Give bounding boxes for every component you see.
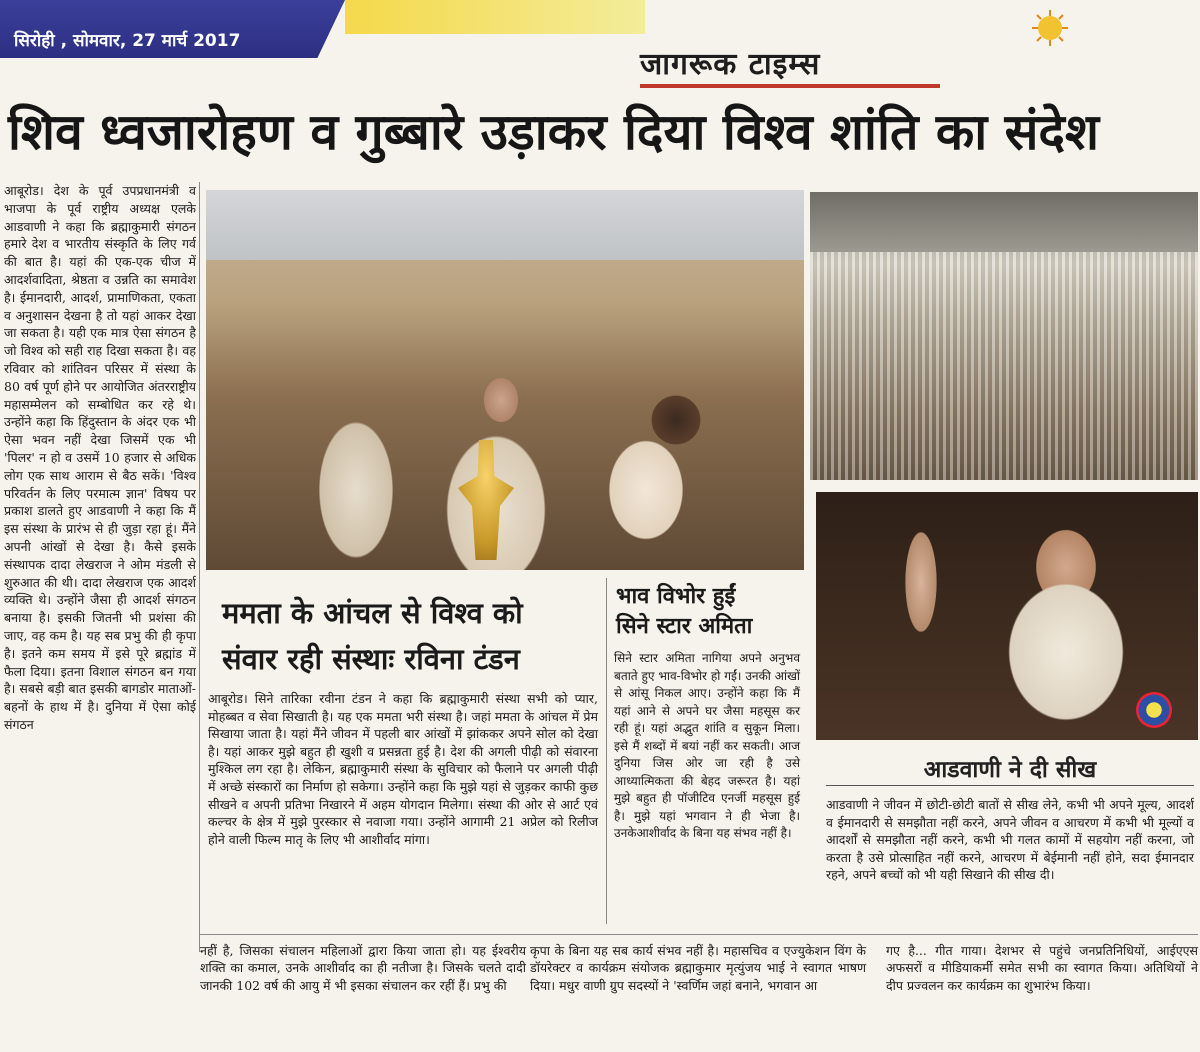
dateline: सिरोही , सोमवार, 27 मार्च 2017 xyxy=(14,31,241,51)
ravina-article-body: आबूरोड। सिने तारिका रवीना टंडन ने कहा कि ब्रह्माकुमारी संस्था सभी को प्यार, मोहब्बत व सेवा सिखाती है। यह एक ममता भरी संस्था है। जहां ममता के आंचल में प्रेम सिखाया जाता है। यहां मैंने जीवन में पहली बार आंखों में झांककर अपने सोल को देखा है। यहां आकर मुझे बहुत ही खुशी व प्रसन्नता हुई है। देश की अगली पीढ़ी को संवारना मुश्किल लग रहा है। लेकिन, ब्रह्माकुमारी संस्था के सुविचार को फैलाने पर अगली पीढ़ी में अच्छे संस्कारों का निर्माण हो सकेगा। उन्होंने कहा कि मुझे यहां से जुड़कर काफी कुछ सीखने व अपनी प्रतिभा निखारने में अहम योगदान मिलेगा। संस्था की ओर से आर्ट एवं कल्चर के क्षेत्र में मुझे पुरस्कार से नवाजा गया। उन्होंने आगामी 21 अप्रेल को रिलीज होने वाली फिल्म मातृ के लिए भी आशीर्वाद मांगा। xyxy=(208,691,598,847)
crowd-photo xyxy=(810,192,1198,480)
hall-roof xyxy=(810,192,1198,252)
stage-backdrop xyxy=(206,190,804,260)
badge-emblem xyxy=(1136,692,1172,728)
masthead-color-band xyxy=(345,0,645,34)
amita-headline-line1: भाव विभोर हुईं xyxy=(616,584,736,609)
ravina-headline-line2: संवार रही संस्थाः रविना टंडन xyxy=(222,642,520,676)
advani-photo xyxy=(816,492,1198,740)
masthead-logo-icon xyxy=(1030,8,1070,48)
bottom-section-divider xyxy=(200,934,1198,935)
continuation-column-2: कृपा के बिना यह सब कार्य संभव नहीं है। महासचिव व एज्युकेशन विंग के डॉयरेक्टर व कार्यक्रम संयोजक ब्रह्माकुमार मृत्युंजय भाई ने स्वागत भाषण दिया। मधुर वाणी ग्रुप सदस्यों ने 'स्वर्णिम जहां बनाने, भगवान आ xyxy=(530,943,866,993)
amita-article-body: सिने स्टार अमिता नागिया अपने अनुभव बताते हुए भाव-विभोर हो गईं। उनकी आंखों से आंसू निकल आए। उन्होंने कहा कि मैं यहां आने से अपने घर जैसा महसूस कर रही हूं। यहां अद्भुत शांति व सुकून मिला। इसे मैं शब्दों में बयां नहीं कर सकती। आज दुनिया जिस ओर जा रही है उसे आध्यात्मिकता की बेहद जरूरत है। यहां मुझे बहुत ही पॉजीटिव एनर्जी महसूस हुई है। मुझे यहां भगवान ने ही भेजा है। उनकेआशीर्वाद के बिना यह संभव नहीं है। xyxy=(614,651,800,840)
amita-headline-line2: सिने स्टार अमिता xyxy=(616,614,753,639)
main-headline: शिव ध्वजारोहण व गुब्बारे उड़ाकर दिया विश्व शांति का संदेश xyxy=(8,103,1099,161)
continuation-column-1: नहीं है, जिसका संचालन महिलाओं द्वारा किया जाता हो। यह ईश्वरीय शक्ति का कमाल, उनके आशीर्वाद का ही नतीजा है। जिसके चलते दादी जानकी 102 वर्ष की आयु में भी इसका संचालन कर रहीं हैं। प्रभु की xyxy=(200,943,526,993)
newspaper-masthead: जागरूक टाइम्स xyxy=(640,47,821,82)
column-divider xyxy=(606,578,607,924)
masthead-underline xyxy=(640,84,940,88)
amita-article-headline xyxy=(616,582,816,642)
column-divider xyxy=(199,182,200,952)
ravina-article-headline xyxy=(222,590,602,682)
lamp-lighting-photo xyxy=(206,190,804,570)
advani-caption-headline: आडवाणी ने दी सीख xyxy=(923,757,1097,783)
left-column-article: आबूरोड। देश के पूर्व उपप्रधानमंत्री व भाजपा के पूर्व राष्ट्रीय अध्यक्ष एलके आडवाणी ने कहा कि ब्रह्माकुमारी संगठन हमारे देश व भारतीय संस्कृति के लिए गर्व की बात है। यहां की एक-एक चीज में आदर्शवादिता, श्रेष्ठता व उन्नति का समावेश है। ईमानदारी, आदर्श, प्रामाणिकता, एकता व अनुशासन देखना है तो यहां आकर देखा जा सकता है। यही एक मात्र ऐसा संगठन है जो विश्व को सही राह दिखा सकता है। वह रविवार को शांतिवन परिसर में संस्था के 80 वर्ष पूर्ण होने पर आयोजित अंतरराष्ट्रीय महासम्मेलन को सम्बोधित कर रहे थे। उन्होंने कहा कि हिंदुस्तान के अंदर एक भी ऐसा भवन नहीं देखा जिसमें एक भी 'पिलर' न हो व उसमें 10 हजार से अधिक लोग एक साथ आराम से बैठ सकें। 'विश्व परिवर्तन के लिए परमात्म ज्ञान' विषय पर प्रकाश डालते हुए आडवाणी ने कहा कि मैं इस संस्था के प्रारंभ से ही जुड़ा रहा हूं। मैंने अपनी आंखों से देखा है। कैसे इसके संस्थापक दादा लेखराज ने ओम मंडली से शुरुआत की थी। दादा लेखराज एक आदर्श व्यक्ति थे। उन्होंने जैसा ही आदर्श संगठन बनाया है। इसकी जितनी भी प्रशंसा की जाए, वह कम है। यह सब प्रभु की ही कृपा है। इतने कम समय में इसे पूरे ब्रह्मांड में फैला दिया। इतना विशाल संगठन बन गया है। सबसे बड़ी बात इसकी बागडोर माताओं-बहनों के हाथ में है। दुनिया में ऐसा कोई संगठन xyxy=(4,183,196,732)
ravina-headline-line1: ममता के आंचल से विश्व को xyxy=(222,596,523,630)
advani-caption-body: आडवाणी ने जीवन में छोटी-छोटी बातों से सीख लेने, कभी भी अपने मूल्य, आदर्श व ईमानदारी से समझौता नहीं करने, अपने जीवन व आचरण में कभी भी मूल्यों व आदर्शों से समझौता नहीं करने, कभी भी गलत कामों में सहयोग नहीं करना, जो करता है उसे प्रोत्साहित नहीं करने, आचरण में बेईमानी नहीं होने, सदा ईमानदार रहने, अपने बच्चों को भी यही सिखाने की सीख दी। xyxy=(826,797,1194,883)
brass-lamp-shape xyxy=(451,440,521,560)
continuation-column-3: गए है... गीत गाया। देशभर से पहुंचे जनप्रतिनिधियों, आईएएस अफसरों व मीडियाकर्मी समेत सभी का स्वागत किया। अतिथियों ने दीप प्रज्वलन कर कार्यक्रम का शुभारंभ किया। xyxy=(886,943,1198,993)
caption-divider xyxy=(826,785,1194,786)
